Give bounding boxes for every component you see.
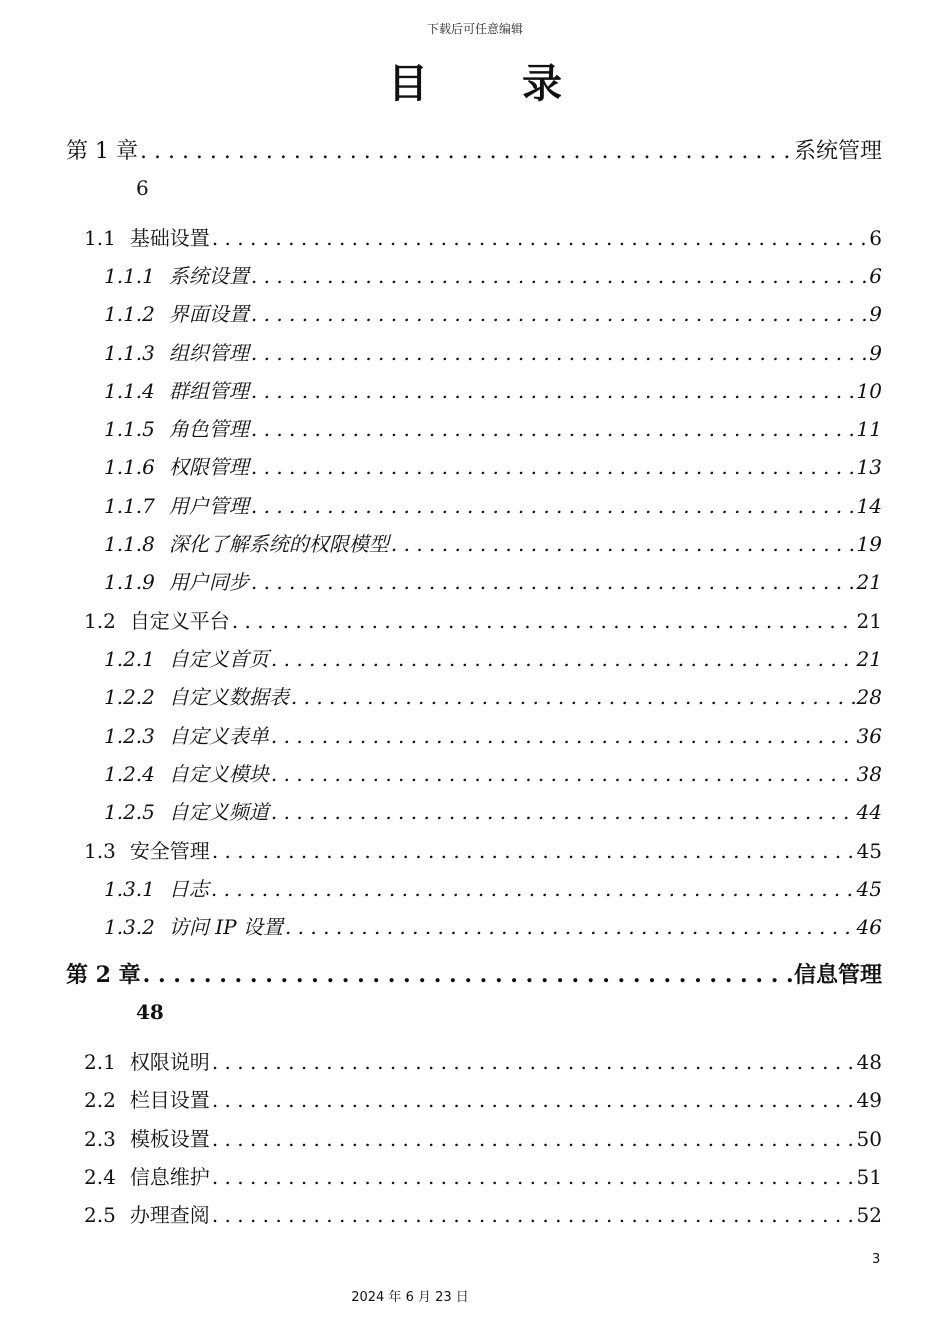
page-ref: 9 — [869, 302, 882, 326]
dot-leader — [212, 1050, 855, 1074]
dot-leader — [251, 417, 855, 441]
toc-entry[interactable] — [104, 911, 882, 940]
section-title: 群组管理 — [168, 379, 249, 403]
dot-leader — [285, 915, 855, 939]
page-ref: 21 — [856, 609, 882, 633]
dot-leader — [251, 455, 855, 479]
section-title: 模板设置 — [129, 1127, 210, 1151]
section-title: 日志 — [168, 877, 209, 901]
toc-entry[interactable] — [84, 1161, 882, 1190]
dot-leader — [212, 226, 867, 250]
page-ref: 21 — [856, 570, 882, 594]
toc-entry[interactable] — [104, 681, 882, 710]
section-number: 1.3 — [84, 839, 116, 863]
dot-leader — [391, 532, 855, 556]
section-number: 1.2.5 — [104, 800, 155, 824]
page-ref: 6 — [869, 226, 882, 250]
section-number: 1.2.3 — [104, 724, 155, 748]
section-number: 1.2.1 — [104, 647, 155, 671]
chapter-title: 信息管理 — [793, 962, 882, 988]
dot-leader — [143, 962, 792, 988]
section-title: 组织管理 — [168, 341, 249, 365]
section-title: 信息维护 — [129, 1165, 210, 1189]
toc-entry[interactable] — [104, 643, 882, 672]
section-number: 1.1.7 — [104, 494, 155, 518]
section-number: 1.1.1 — [104, 264, 155, 288]
dot-leader — [212, 1088, 855, 1112]
section-title: 权限管理 — [168, 455, 249, 479]
dot-leader — [140, 139, 792, 164]
section-title: 基础设置 — [129, 226, 210, 250]
dot-leader — [251, 570, 855, 594]
dot-leader — [212, 1203, 855, 1227]
section-number: 1.1.4 — [104, 379, 155, 403]
section-number: 1.1.3 — [104, 341, 155, 365]
section-number: 1.2.2 — [104, 685, 155, 709]
page-ref: 36 — [856, 724, 882, 748]
section-title: 界面设置 — [168, 302, 249, 326]
toc-entry[interactable] — [104, 528, 882, 557]
toc-entry[interactable] — [104, 375, 882, 404]
section-number: 2.5 — [84, 1203, 116, 1227]
toc-entry[interactable] — [104, 298, 882, 327]
toc-entry[interactable] — [84, 605, 882, 634]
page-ref: 19 — [856, 532, 882, 556]
toc-entry[interactable] — [104, 720, 882, 749]
section-number: 1.3.1 — [104, 877, 155, 901]
section-title: 自定义数据表 — [168, 685, 289, 709]
page-ref: 45 — [856, 839, 882, 863]
dot-leader — [291, 685, 855, 709]
toc-entry[interactable] — [104, 413, 882, 442]
toc-entry[interactable] — [104, 260, 882, 289]
section-number: 1.1.5 — [104, 417, 155, 441]
footer-date: 2024 年 6 月 23 日 — [351, 1290, 469, 1305]
toc-chapter-2[interactable] — [66, 958, 882, 989]
page-ref: 38 — [856, 762, 882, 786]
section-title: 自定义频道 — [168, 800, 269, 824]
dot-leader — [211, 877, 855, 901]
dot-leader — [212, 1127, 855, 1151]
page-ref: 21 — [856, 647, 882, 671]
page-ref: 9 — [869, 341, 882, 365]
page-title: 目 录 — [388, 61, 602, 107]
toc-entry[interactable] — [104, 873, 882, 902]
dot-leader — [251, 264, 867, 288]
toc-entry[interactable] — [104, 490, 882, 519]
section-number: 2.1 — [84, 1050, 116, 1074]
page-ref: 13 — [856, 455, 882, 479]
dot-leader — [271, 800, 855, 824]
section-number: 1.2 — [84, 609, 116, 633]
chapter-page-number: 48 — [136, 1000, 164, 1024]
chapter-label: 第 2 章 — [66, 962, 141, 988]
section-title: 深化了解系统的权限模型 — [168, 532, 389, 556]
toc-entry[interactable] — [104, 566, 882, 595]
toc-entry[interactable] — [104, 337, 882, 366]
toc-entry[interactable] — [84, 835, 882, 864]
toc-entry[interactable] — [84, 222, 882, 251]
section-title: 权限说明 — [129, 1050, 210, 1074]
page-ref: 11 — [856, 417, 882, 441]
page-ref: 51 — [856, 1165, 882, 1189]
section-number: 1.1 — [84, 226, 116, 250]
section-number: 1.1.6 — [104, 455, 155, 479]
dot-leader — [212, 839, 855, 863]
section-number: 1.1.2 — [104, 302, 155, 326]
section-title: 安全管理 — [129, 839, 210, 863]
toc-entry[interactable] — [84, 1199, 882, 1228]
page-number: 3 — [872, 1252, 881, 1267]
section-title: 用户同步 — [168, 570, 249, 594]
section-title: 用户管理 — [168, 494, 249, 518]
section-title: 自定义首页 — [168, 647, 269, 671]
section-title: 栏目设置 — [129, 1088, 210, 1112]
page-ref: 49 — [856, 1088, 882, 1112]
toc-entry[interactable] — [84, 1084, 882, 1113]
dot-leader — [251, 341, 867, 365]
page-ref: 48 — [856, 1050, 882, 1074]
section-title: 自定义平台 — [129, 609, 230, 633]
section-title: 角色管理 — [168, 417, 249, 441]
section-number: 1.2.4 — [104, 762, 155, 786]
toc-entry[interactable] — [84, 1046, 882, 1075]
dot-leader — [251, 302, 867, 326]
dot-leader — [271, 762, 855, 786]
chapter-page-number: 6 — [136, 176, 149, 200]
chapter-title: 系统管理 — [793, 139, 882, 164]
page-ref: 46 — [856, 915, 882, 939]
toc-entry[interactable] — [104, 758, 882, 787]
dot-leader — [271, 724, 855, 748]
dot-leader — [251, 494, 855, 518]
section-title: 自定义模块 — [168, 762, 269, 786]
section-title: 系统设置 — [168, 264, 249, 288]
section-title: 访问 IP 设置 — [168, 915, 283, 939]
section-title: 办理查阅 — [129, 1203, 210, 1227]
section-number: 2.3 — [84, 1127, 116, 1151]
dot-leader — [271, 647, 855, 671]
dot-leader — [232, 609, 855, 633]
page-ref: 52 — [856, 1203, 882, 1227]
dot-leader — [212, 1165, 855, 1189]
toc-entry[interactable] — [104, 796, 882, 825]
section-number: 1.3.2 — [104, 915, 155, 939]
section-number: 1.1.8 — [104, 532, 155, 556]
chapter-label: 第 1 章 — [66, 139, 138, 164]
page-ref: 50 — [856, 1127, 882, 1151]
dot-leader — [251, 379, 855, 403]
section-number: 1.1.9 — [104, 570, 155, 594]
section-number: 2.2 — [84, 1088, 116, 1112]
toc-entry[interactable] — [104, 451, 882, 480]
page-ref: 44 — [856, 800, 882, 824]
page-ref: 45 — [856, 877, 882, 901]
toc-chapter-1[interactable] — [66, 134, 882, 165]
toc-entry[interactable] — [84, 1123, 882, 1152]
section-title: 自定义表单 — [168, 724, 269, 748]
page-ref: 28 — [856, 685, 882, 709]
page-ref: 14 — [856, 494, 882, 518]
page-ref: 6 — [869, 264, 882, 288]
header-note: 下载后可任意编辑 — [426, 22, 523, 36]
section-number: 2.4 — [84, 1165, 116, 1189]
page-ref: 10 — [856, 379, 882, 403]
